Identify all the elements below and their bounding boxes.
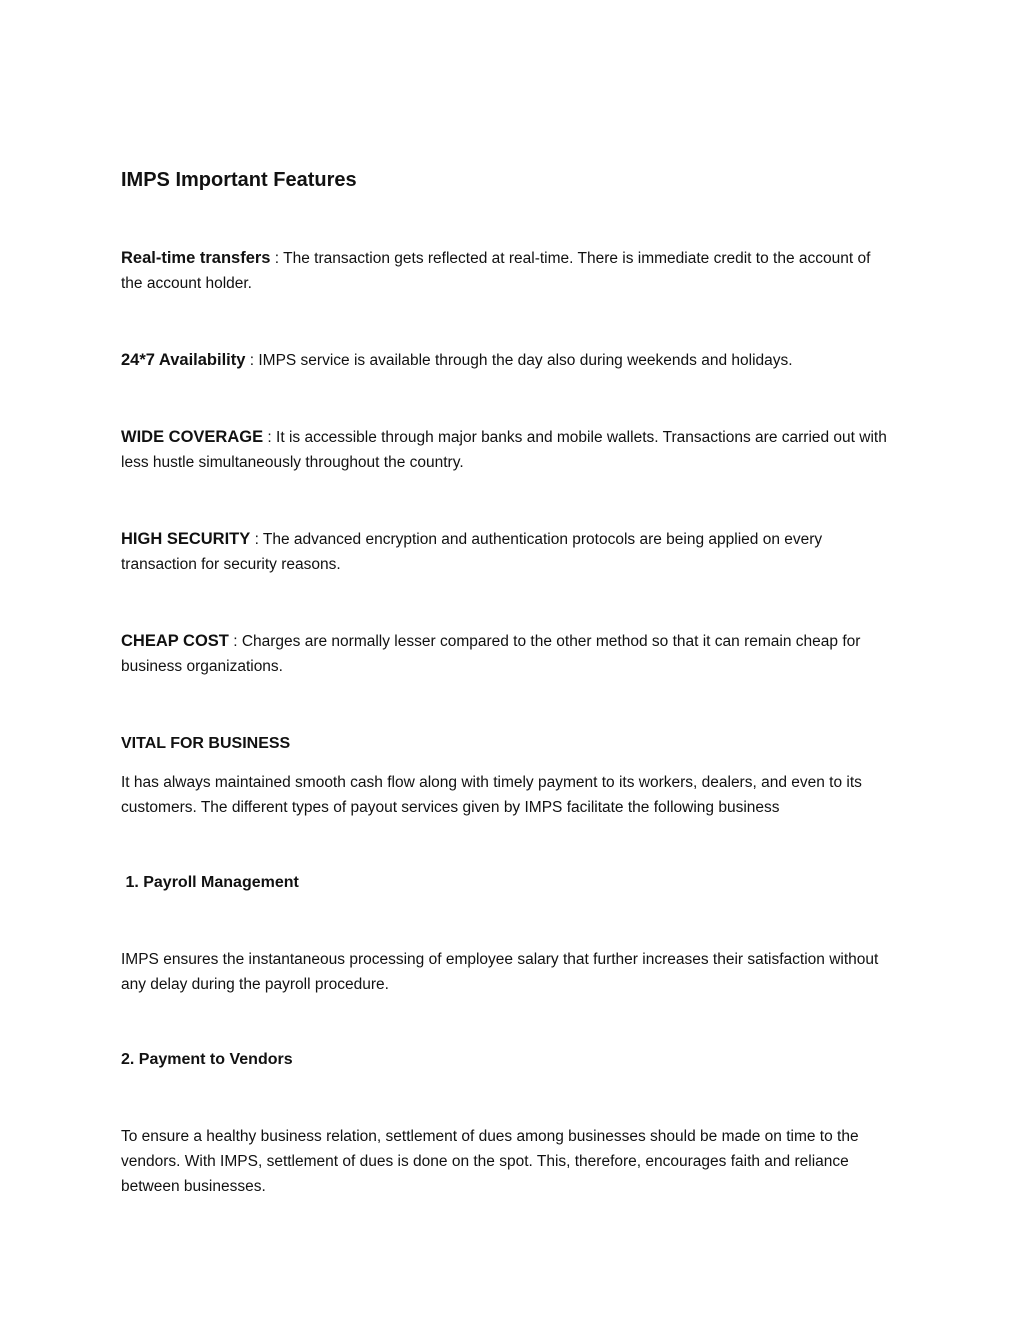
feature-term: 24*7 Availability [121,351,246,369]
feature-wide-coverage [121,425,896,475]
feature-text: IMPS service is available through the day also during weekends and holidays. [258,352,793,369]
feature-term: WIDE COVERAGE [121,428,264,446]
vital-text: It has always maintained smooth cash flow along with timely payment to its workers, dealers, and even to its customers. The different types of payout services given by IMPS facilitate the following business [121,774,862,816]
payroll-heading: 1. Payroll Management [121,874,299,891]
feature-separator: : [245,352,259,369]
feature-text: The advanced encryption and authentication protocols are being applied on every transaction for security reasons. [121,531,823,573]
vital-heading: VITAL FOR BUSINESS [121,735,291,752]
feature-separator: : [263,429,277,446]
vendors-text: To ensure a healthy business relation, settlement of dues among businesses should be made on time to the vendors. With IMPS, settlement of dues is done on the spot. This, therefore, encourages faith and reliance between businesses. [121,1128,859,1195]
feature-cheap-cost [121,629,896,679]
feature-availability [121,348,896,373]
feature-text: It is accessible through major banks and mobile wallets. Transactions are carried out with less hustle simultaneously throughout the country. [121,429,887,471]
page-title: IMPS Important Features [121,169,357,191]
feature-separator: : [228,633,242,650]
feature-term: HIGH SECURITY [121,530,251,548]
feature-separator: : [250,531,263,548]
payroll-text: IMPS ensures the instantaneous processing of employee salary that further increases their satisfaction without any delay during the payroll procedure. [121,951,879,993]
feature-text: Charges are normally lesser compared to the other method so that it can remain cheap for business organizations. [121,633,861,675]
feature-separator: : [270,250,284,267]
vendors-heading: 2. Payment to Vendors [121,1051,293,1068]
feature-text: The transaction gets reflected at real-time. There is immediate credit to the account of the account holder. [121,250,871,292]
feature-term: Real-time transfers [121,249,271,267]
feature-real-time-transfers [121,246,896,296]
feature-term: CHEAP COST [121,632,229,650]
feature-high-security [121,527,896,577]
